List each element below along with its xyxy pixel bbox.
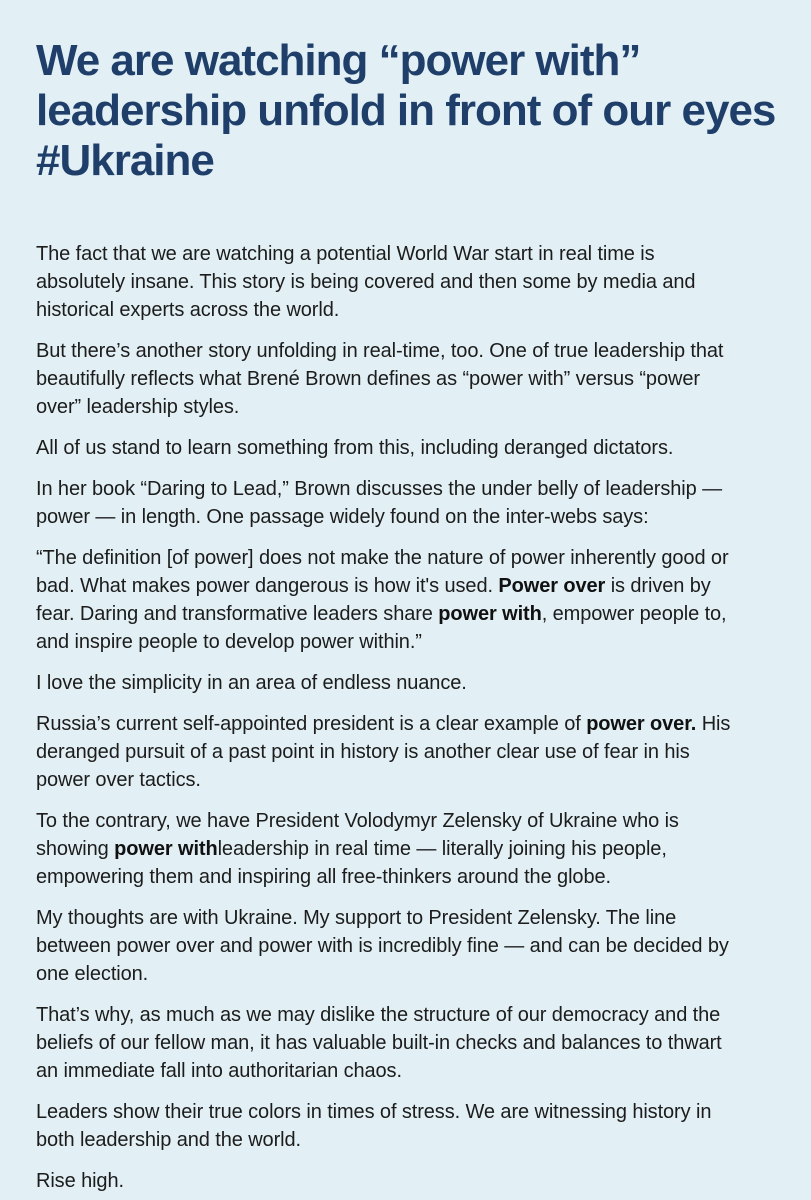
paragraph-1 [36, 240, 771, 324]
text-line: My thoughts are with Ukraine. My support to President Zelensky. The line [36, 907, 677, 929]
text-line: power over tactics. [36, 769, 201, 791]
text-line: To the contrary, we have President Volodymyr Zelensky of Ukraine who is [36, 810, 679, 832]
text-line: power — in length. One passage widely found on the inter-webs says: [36, 506, 649, 528]
text-segment: His [696, 713, 731, 735]
text-line [36, 710, 771, 738]
text-line: Leaders show their true colors in times of stress. We are witnessing history in [36, 1101, 712, 1123]
paragraph-4 [36, 475, 771, 531]
paragraph-8 [36, 807, 771, 891]
paragraph-7 [36, 710, 771, 794]
paragraph-9 [36, 904, 771, 988]
text-line: deranged pursuit of a past point in history is another clear use of fear in his [36, 741, 690, 763]
text-line: beliefs of our fellow man, it has valuable built-in checks and balances to thwart [36, 1032, 722, 1054]
text-line: one election. [36, 963, 149, 985]
text-line: I love the simplicity in an area of endless nuance. [36, 672, 467, 694]
title-line: leadership unfold in front of our eyes [36, 86, 776, 135]
paragraph-3 [36, 434, 771, 462]
text-line: All of us stand to learn something from this, including deranged dictators. [36, 437, 674, 459]
paragraph-6 [36, 669, 771, 697]
text-line: both leadership and the world. [36, 1129, 301, 1151]
text-line: beautifully reflects what Brené Brown defines as “power with” versus “power [36, 368, 700, 390]
text-line: That’s why, as much as we may dislike the structure of our democracy and the [36, 1004, 721, 1026]
text-line: Rise high. [36, 1170, 124, 1192]
quote-paragraph [36, 544, 771, 656]
text-line: an immediate fall into authoritarian chaos. [36, 1060, 402, 1082]
text-line: empowering them and inspiring all free-thinkers around the globe. [36, 866, 611, 888]
text-line [36, 600, 771, 628]
text-segment: Russia’s current self-appointed president is a clear example of [36, 713, 587, 735]
article-body [36, 240, 771, 1195]
text-segment: fear. Daring and transformative leaders share [36, 603, 439, 625]
text-segment: bad. What makes power dangerous is how it's used. [36, 575, 499, 597]
bold-term-power-with: power with [114, 838, 218, 860]
text-line [36, 572, 771, 600]
text-line: between power over and power with is incredibly fine — and can be decided by [36, 935, 729, 957]
title-line: #Ukraine [36, 136, 214, 185]
paragraph-10 [36, 1001, 771, 1085]
paragraph-12 [36, 1167, 771, 1195]
text-segment: is driven by [605, 575, 711, 597]
text-line: “The definition [of power] does not make the nature of power inherently good or [36, 547, 729, 569]
paragraph-2 [36, 337, 771, 421]
text-segment: showing [36, 838, 115, 860]
bold-term-power-over: power over. [586, 713, 697, 735]
text-line: historical experts across the world. [36, 299, 340, 321]
text-segment: leadership in real time — literally joining his people, [217, 838, 667, 860]
bold-term-power-over: Power over [498, 575, 606, 597]
bold-term-power-with: power with [438, 603, 542, 625]
text-line [36, 835, 771, 863]
text-line: The fact that we are watching a potential World War start in real time is [36, 243, 655, 265]
text-line: But there’s another story unfolding in real-time, too. One of true leadership that [36, 340, 724, 362]
text-line: In her book “Daring to Lead,” Brown discusses the under belly of leadership — [36, 478, 723, 500]
paragraph-11 [36, 1098, 771, 1154]
title-line: We are watching “power with” [36, 36, 641, 85]
article-title [36, 36, 776, 186]
text-segment: , empower people to, [541, 603, 727, 625]
text-line: and inspire people to develop power within.” [36, 631, 422, 653]
text-line: over” leadership styles. [36, 396, 240, 418]
text-line: absolutely insane. This story is being covered and then some by media and [36, 271, 696, 293]
